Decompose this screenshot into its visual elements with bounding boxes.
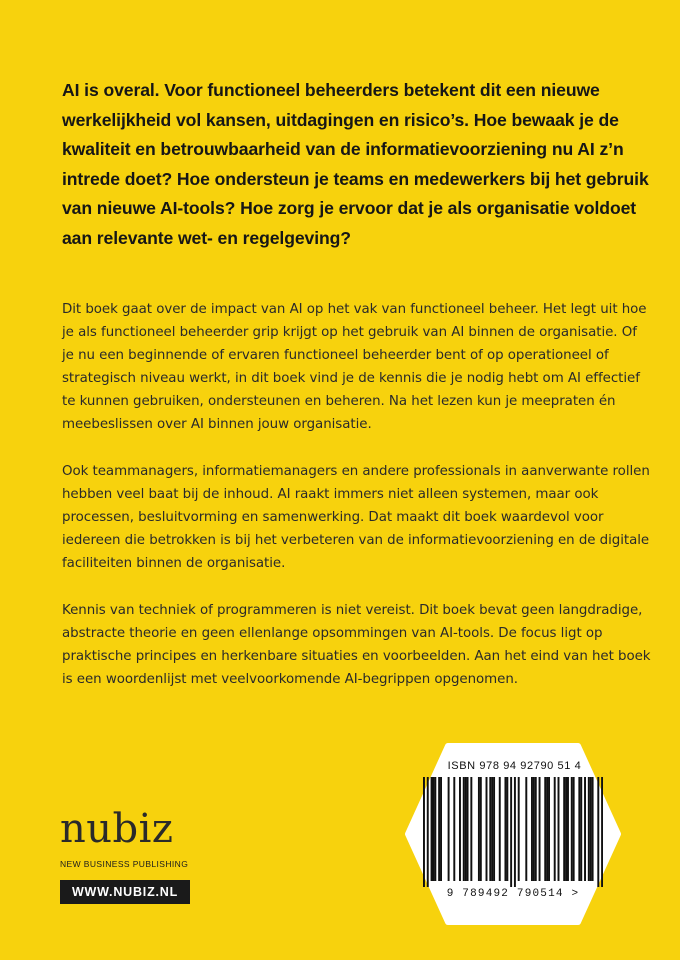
barcode-bar [554, 777, 556, 881]
barcode-bar [486, 777, 488, 881]
barcode [423, 777, 603, 887]
barcode-bar [423, 777, 425, 887]
barcode-bar [440, 777, 442, 881]
body-paragraph-3: Kennis van techniek of programmeren is niet vereist. Dit boek bevat geen langdradige, abstracte theorie en geen ellenlange opsommingen van AI-tools. De focus ligt op praktische principes en herkenbare situaties en voorbeelden. Aan het eind van het boek is een woordenlijst met veelvoorkomende AI-begrippen opgenomen. [62, 603, 651, 687]
barcode-bar [434, 777, 436, 881]
barcode-bar [578, 777, 580, 881]
barcode-bar [438, 777, 440, 881]
barcode-bar [506, 777, 508, 881]
barcode-bar [514, 777, 516, 887]
barcode-bar [546, 777, 548, 881]
barcode-bar [573, 777, 575, 881]
publisher-tagline: NEW BUSINESS PUBLISHING [60, 859, 189, 869]
body-paragraph-2: Ook teammanagers, informatiemanagers en andere professionals in aanverwante rollen hebben veel baat bij de inhoud. AI raakt immers niet alleen systemen, maar ook processen, besluitvorming en samenwerking. Dat maakt dit boek waardevol voor iedereen die betrokken is bij het verbeteren van de informatievoorziening en de digitale faciliteiten binnen de organisatie. [62, 464, 650, 571]
barcode-bar [567, 777, 569, 881]
barcode-bar [463, 777, 465, 881]
barcode-bar [453, 777, 455, 881]
barcode-bar [480, 777, 482, 881]
barcode-bar [504, 777, 506, 881]
barcode-bar [489, 777, 491, 881]
barcode-bar [588, 777, 590, 881]
barcode-bar [597, 777, 599, 887]
barcode-bar [571, 777, 573, 881]
barcode-bar [535, 777, 537, 881]
barcode-bar [558, 777, 560, 881]
lead-text: AI is overal. Voor functioneel beheerders betekent dit een nieuwe werkelijkheid vol kansen, uitdagingen en risico’s. Hoe bewaak je de kwaliteit en betrouwbaarheid van de informatievoorziening nu AI z’n intrede doet? Hoe ondersteun je teams en medewerkers bij het gebruik van nieuwe AI-tools? Hoe zorg je ervoor dat je als organisatie voldoet aan relevante wet- en regelgeving? [62, 80, 649, 248]
body-paragraph-1: Dit boek gaat over de impact van AI op het vak van functioneel beheer. Het legt uit hoe je als functioneel beheerder grip krijgt op het gebruik van AI binnen de organisatie. Of je nu een beginnende of ervaren functioneel beheerder bent of op operationeel of strategisch niveau werkt, in dit boek vind je de kennis die je nodig hebt om AI effectief te kunnen gebruiken, ondersteunen en beheren. Na het lezen kun je meepraten én meebeslissen over AI binnen jouw organisatie. [62, 302, 647, 432]
barcode-bar [590, 777, 592, 881]
barcode-bar [510, 777, 512, 887]
barcode-bar [525, 777, 527, 881]
barcode-digits: 9 789492 790514 > [446, 888, 580, 900]
barcode-bar [601, 777, 603, 887]
barcode-bar [539, 777, 541, 881]
barcode-bar [584, 777, 586, 881]
barcode-bar [427, 777, 429, 887]
barcode-bar [499, 777, 501, 881]
publisher-logo [60, 808, 200, 869]
barcode-bar [465, 777, 467, 881]
barcode-bar [431, 777, 433, 881]
barcode-bar [448, 777, 450, 881]
barcode-bar [580, 777, 582, 881]
barcode-bar [470, 777, 472, 881]
barcode-bar [491, 777, 493, 881]
barcode-bar [565, 777, 567, 881]
barcode-bar [531, 777, 533, 881]
barcode-bar [592, 777, 594, 881]
publisher-url: WWW.NUBIZ.NL [60, 880, 190, 904]
barcode-bar [493, 777, 495, 881]
barcode-bar [459, 777, 461, 881]
publisher-logo-text: nubiz [60, 806, 174, 852]
barcode-bar [548, 777, 550, 881]
barcode-bar [478, 777, 480, 881]
isbn-label: ISBN 978 94 92790 51 4 [447, 760, 582, 772]
barcode-bar [518, 777, 520, 881]
barcode-bar [533, 777, 535, 881]
barcode-bar [544, 777, 546, 881]
barcode-bar [467, 777, 469, 881]
barcode-bar [432, 777, 434, 881]
barcode-bar [563, 777, 565, 881]
